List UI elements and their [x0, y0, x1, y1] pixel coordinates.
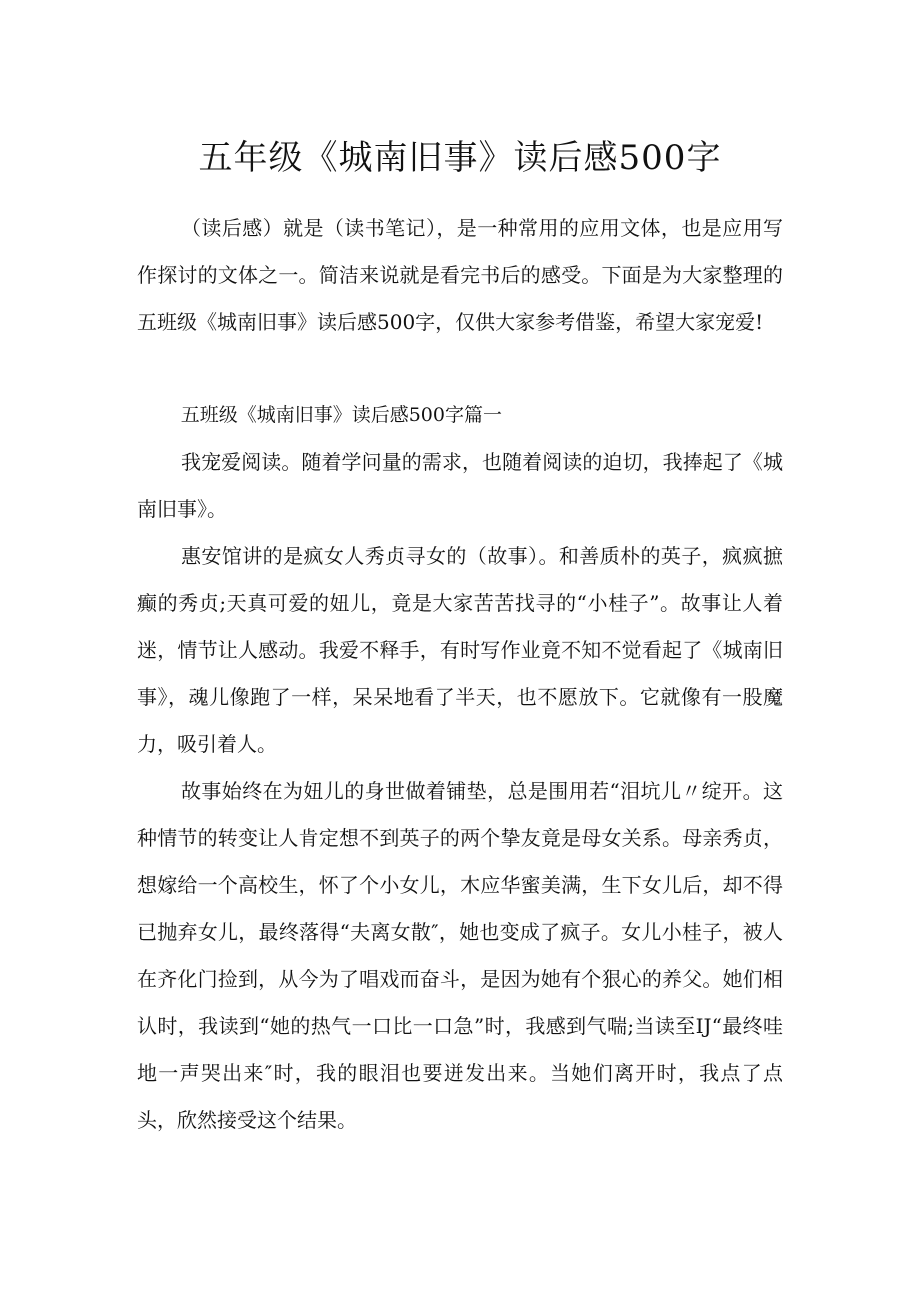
section-heading: 五班级《城南旧事》读后感500字篇一 [180, 404, 502, 426]
page-title: 五年级《城南旧事》读后感500字 [198, 138, 722, 178]
intro-paragraph: （读后感）就是（读书笔记），是一种常用的应用文体，也是应用写作探讨的文体之一。简洁来说就是看完书后的感受。下面是为大家整理的五班级《城南旧事》读后感500字，仅供大家参考借鉴，希望大家宠爱! [137, 216, 783, 334]
body-paragraph-3: 故事始终在为妞儿的身世做着铺垫，总是围用若“泪坑儿〃绽开。这种情节的转变让人肯定想不到英子的两个挚友竟是母女关系。母亲秀贞，想嫁给一个高校生，怀了个小女儿，木应华蜜美满，生下女儿后，却不得已抛弃女儿，最终落得“夫离女散″，她也变成了疯子。女儿小桂子，被人在齐化门捡到，从今为了唱戏而奋斗，是因为她有个狠心的养父。她们相认时，我读到“她的热气一口比一口急”时，我感到气喘;当读至IJ“最终哇地一声哭出来″时，我的眼泪也要迸发出来。当她们离开时，我点了点头，欣然接受这个结果。 [137, 779, 783, 1132]
body-paragraph-2: 惠安馆讲的是疯女人秀贞寻女的（故事）。和善质朴的英子，疯疯摭癫的秀贞;天真可爱的妞儿，竟是大家苦苦找寻的“小桂子”。故事让人着迷，情节让人感动。我爱不释手，有时写作业竟不知不觉看起了《城南旧事》，魂儿像跑了一样，呆呆地看了半天，也不愿放下。它就像有一股魔力，吸引着人。 [137, 544, 783, 756]
document-body [137, 205, 783, 1144]
body-paragraph-1: 我宠爱阅读。随着学问量的需求，也随着阅读的迫切，我捧起了《城南旧事》。 [137, 450, 783, 521]
